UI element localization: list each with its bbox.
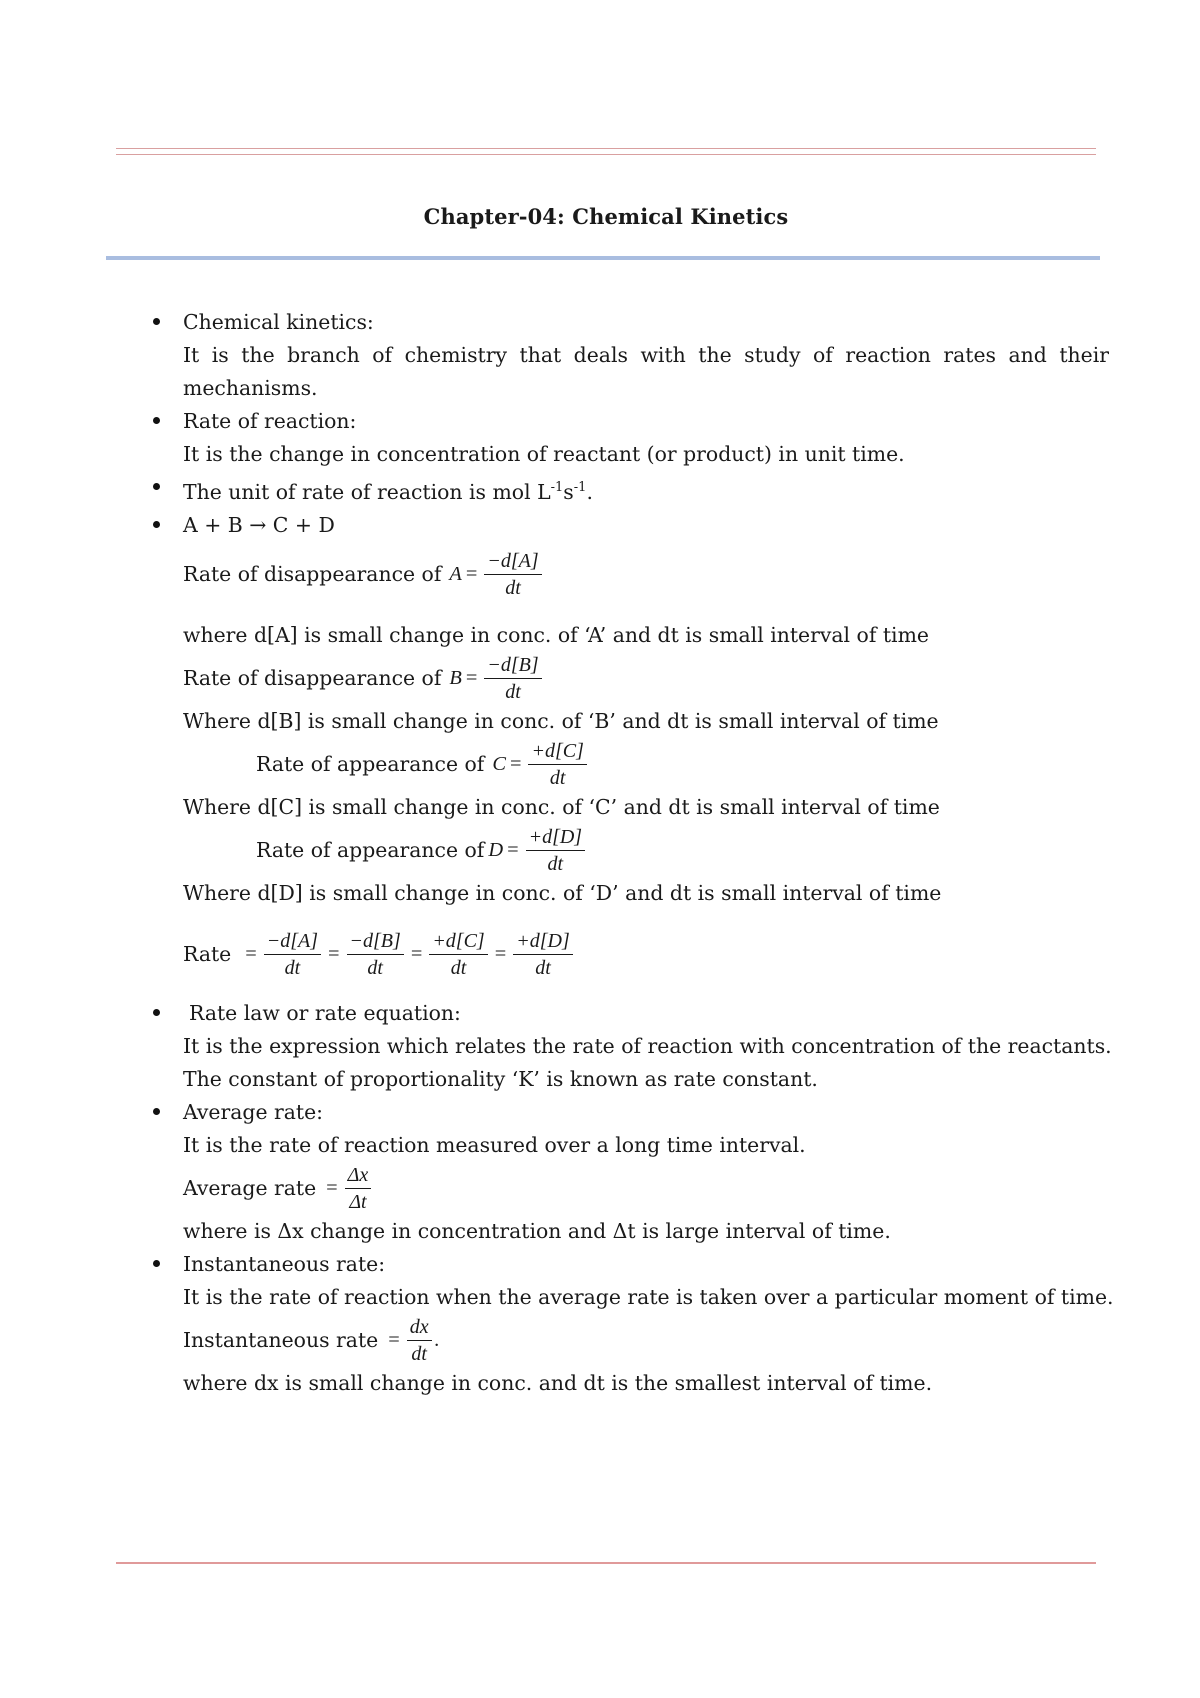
rate-a-formula: [183, 548, 1109, 601]
numerator: −d[A]: [264, 928, 321, 955]
fraction: [484, 652, 541, 705]
unit-text: The unit of rate of reaction is mol L: [183, 479, 551, 504]
denominator: dt: [411, 1342, 427, 1365]
fraction: [528, 738, 586, 791]
fraction: [526, 824, 586, 877]
rate-b-formula: [183, 652, 1109, 705]
equals-sign: =: [465, 562, 478, 585]
item-text: The constant of proportionality ‘K’ is known as rate constant.: [183, 1066, 818, 1091]
bullet-item-reaction: [183, 509, 1109, 981]
bullet-icon: [153, 521, 160, 528]
numerator: −d[B]: [347, 928, 404, 955]
formula-label: Rate of disappearance of: [183, 561, 442, 586]
fraction: [345, 1162, 372, 1215]
page-title: Chapter-04: Chemical Kinetics: [423, 204, 789, 229]
bullet-item-chemical-kinetics: [183, 306, 1109, 405]
formula-label: Rate of disappearance of: [183, 665, 442, 690]
equals-sign: =: [494, 942, 507, 965]
numerator: +d[D]: [513, 928, 573, 955]
item-heading: Chemical kinetics:: [183, 310, 374, 334]
item-text: It is the change in concentration of reactant (or product) in unit time.: [183, 442, 905, 466]
formula-label: Instantaneous rate: [183, 1327, 379, 1352]
numerator: +d[C]: [429, 928, 487, 955]
bullet-icon: [153, 417, 160, 424]
equals-sign: =: [328, 942, 340, 965]
bottom-rule: [116, 1562, 1096, 1564]
equals-sign: =: [509, 752, 522, 775]
formula-variable: A: [449, 562, 462, 585]
bullet-icon: [153, 483, 160, 490]
formula-label: Rate of appearance of: [256, 837, 485, 862]
equals-sign: =: [507, 838, 519, 861]
instantaneous-rate-note: where dx is small change in conc. and dt is the smallest interval of time.: [183, 1370, 933, 1395]
combined-rate-formula: [183, 928, 1109, 981]
reaction-equation: A + B → C + D: [183, 512, 335, 537]
numerator: dx: [407, 1314, 432, 1341]
denominator: dt: [547, 852, 564, 875]
average-rate-formula: [183, 1162, 1109, 1215]
denominator: dt: [505, 576, 521, 599]
average-rate-note: where is Δx change in concentration and Δt is large interval of time.: [183, 1218, 891, 1243]
denominator: dt: [284, 956, 301, 979]
denominator: dt: [549, 766, 566, 789]
bullet-item-unit: [183, 471, 1109, 509]
item-text: It is the branch of chemistry that deals with the study of reaction rates and their mechanisms.: [183, 343, 1109, 400]
equals-sign: =: [245, 942, 257, 965]
bullet-item-rate-law: [183, 997, 1112, 1096]
denominator: dt: [505, 680, 521, 703]
item-text: It is the rate of reaction when the average rate is taken over a particular moment of time.: [183, 1284, 1114, 1309]
numerator: +d[C]: [528, 738, 586, 765]
item-text: It is the expression which relates the rate of reaction with concentration of the reactants.: [183, 1033, 1112, 1058]
numerator: −d[A]: [484, 548, 541, 575]
formula-label: Rate: [183, 941, 232, 966]
bullet-item-rate-of-reaction: [183, 405, 1109, 471]
rate-a-note: where d[A] is small change in conc. of ‘A’ and dt is small interval of time: [183, 622, 929, 647]
formula-period: .: [434, 1328, 440, 1351]
item-text: It is the rate of reaction measured over a long time interval.: [183, 1132, 806, 1157]
equals-sign: =: [465, 666, 478, 689]
equals-sign: =: [410, 942, 423, 965]
item-heading: Average rate:: [183, 1099, 324, 1124]
rate-d-note: Where d[D] is small change in conc. of ‘D’ and dt is small interval of time: [183, 880, 942, 905]
equals-sign: =: [388, 1328, 400, 1351]
formula-variable: D: [488, 838, 504, 861]
unit-text: s: [563, 479, 574, 504]
fraction: [484, 548, 541, 601]
rate-d-formula: [183, 824, 1109, 877]
unit-text: .: [586, 479, 593, 504]
fraction: [264, 928, 321, 981]
formula-variable: C: [492, 752, 506, 775]
unit-exponent: -1: [573, 480, 587, 495]
unit-exponent: -1: [550, 480, 564, 495]
formula-label: Rate of appearance of: [256, 751, 485, 776]
fraction: [513, 928, 573, 981]
title-underline: [106, 256, 1100, 260]
rate-c-note: Where d[C] is small change in conc. of ‘C’ and dt is small interval of time: [183, 794, 940, 819]
bullet-item-average-rate: [183, 1096, 1109, 1248]
numerator: +d[D]: [526, 824, 586, 851]
item-heading: Instantaneous rate:: [183, 1251, 386, 1276]
numerator: Δx: [345, 1162, 372, 1189]
denominator: dt: [450, 956, 467, 979]
bullet-icon: [153, 1108, 160, 1115]
denominator: dt: [535, 956, 551, 979]
item-heading: Rate of reaction:: [183, 409, 357, 433]
rate-b-note: Where d[B] is small change in conc. of ‘B’ and dt is small interval of time: [183, 708, 939, 733]
rate-c-formula: [183, 738, 1109, 791]
denominator: dt: [367, 956, 383, 979]
fraction: [347, 928, 404, 981]
numerator: −d[B]: [484, 652, 541, 679]
equals-sign: =: [326, 1176, 338, 1199]
content-body: [183, 306, 1114, 1400]
formula-variable: B: [449, 666, 462, 689]
formula-label: Average rate: [183, 1175, 317, 1200]
bullet-item-instantaneous-rate: [183, 1248, 1114, 1400]
item-heading: Rate law or rate equation:: [189, 1000, 461, 1025]
instantaneous-rate-formula: [183, 1314, 1109, 1367]
top-double-rule: [116, 148, 1096, 155]
item-text: [183, 471, 1109, 509]
fraction: [407, 1314, 432, 1367]
denominator: Δt: [349, 1190, 367, 1213]
bullet-icon: [153, 1260, 160, 1267]
bullet-icon: [153, 318, 160, 325]
fraction: [429, 928, 487, 981]
bullet-icon: [153, 1009, 160, 1016]
